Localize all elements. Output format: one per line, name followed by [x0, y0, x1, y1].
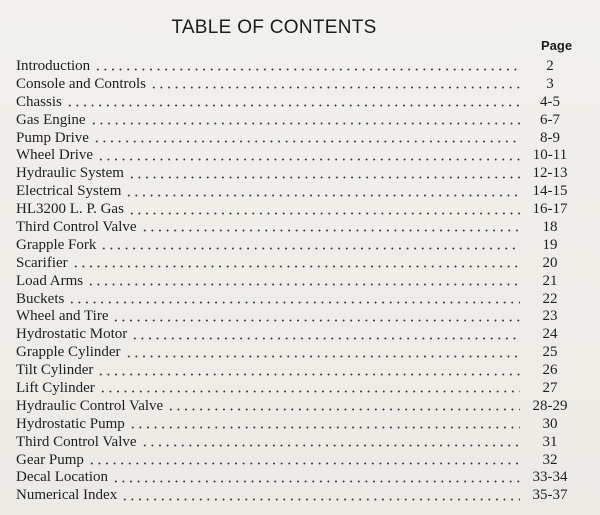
- toc-entry: [16, 201, 576, 219]
- dot-leader: [128, 176, 520, 179]
- toc-entry-label: HL3200 L. P. Gas: [16, 201, 124, 218]
- dot-leader: [99, 390, 520, 393]
- dot-leader: [141, 229, 520, 232]
- toc-entry-page: 4-5: [540, 93, 560, 110]
- toc-entry-label: Hydraulic System: [16, 165, 124, 182]
- dot-leader: [129, 426, 520, 429]
- dot-leader: [121, 498, 520, 501]
- dot-leader: [97, 373, 520, 376]
- toc-entry: [16, 237, 576, 255]
- dot-leader: [150, 86, 520, 89]
- toc-entry-label: Introduction: [16, 58, 91, 74]
- toc-entry: [16, 416, 576, 434]
- toc-entry-page: 35-37: [532, 487, 568, 504]
- toc-entry-label: Hydraulic Control Valve: [16, 397, 164, 414]
- toc-entry: [16, 452, 576, 470]
- toc-entry: [16, 94, 576, 112]
- toc-entry-page: 2: [546, 58, 554, 74]
- toc-entry: [16, 291, 576, 309]
- toc-entry-page: 26: [542, 362, 558, 379]
- toc-entry: [16, 58, 576, 76]
- toc-entry-label: Gas Engine: [16, 111, 86, 128]
- toc-entry: [16, 344, 576, 362]
- dot-leader: [87, 283, 520, 286]
- toc-entry-page: 33-34: [532, 469, 568, 486]
- dot-leader: [66, 104, 520, 107]
- dot-leader: [131, 337, 520, 340]
- toc-entry: [16, 273, 576, 291]
- toc-entry-label: Hydrostatic Pump: [16, 415, 125, 432]
- toc-entry-page: 6-7: [540, 111, 560, 128]
- toc-entry-page: 25: [542, 344, 558, 361]
- toc-entry-label: Third Control Valve: [16, 433, 137, 450]
- toc-entry-label: Wheel Drive: [16, 147, 94, 164]
- dot-leader: [112, 319, 520, 322]
- toc-entry-page: 27: [542, 380, 558, 397]
- toc-entry-label: Wheel and Tire: [16, 308, 109, 325]
- toc-entry-page: 23: [542, 308, 558, 325]
- toc-entry-page: 8-9: [540, 129, 560, 146]
- toc-entry-label: Pump Drive: [16, 129, 89, 146]
- toc-entry-label: Scarifier: [16, 254, 68, 271]
- dot-leader: [128, 212, 520, 215]
- toc-entry-page: 22: [542, 290, 558, 307]
- toc-entry-label: Buckets: [16, 290, 65, 307]
- dot-leader: [125, 194, 520, 197]
- toc-entry-page: 24: [542, 326, 558, 343]
- toc-entry-label: Numerical Index: [16, 487, 118, 504]
- toc-entry-label: Lift Cylinder: [16, 380, 95, 397]
- dot-leader: [97, 158, 520, 161]
- toc-entry-label: Load Arms: [16, 272, 84, 289]
- toc-entry-page: 19: [542, 236, 558, 253]
- toc-entry-page: 28-29: [532, 397, 568, 414]
- dot-leader: [141, 444, 520, 447]
- page-column-header: Page: [541, 38, 573, 53]
- toc-entry: [16, 183, 576, 201]
- toc-entry-page: 31: [542, 433, 558, 450]
- toc-entry-label: Electrical System: [16, 183, 122, 200]
- toc-entry-label: Gear Pump: [16, 451, 84, 468]
- toc-entry: [16, 362, 576, 380]
- toc-entry: [16, 112, 576, 130]
- toc-entry: [16, 130, 576, 148]
- toc-entry: [16, 255, 576, 273]
- toc-entry-page: 14-15: [532, 183, 568, 200]
- toc-list: [16, 58, 576, 505]
- toc-entry-page: 30: [542, 415, 558, 432]
- toc-entry: [16, 398, 576, 416]
- toc-entry-label: Tilt Cylinder: [16, 362, 94, 379]
- toc-entry-page: 16-17: [532, 201, 568, 218]
- toc-entry: [16, 487, 576, 505]
- toc-entry-page: 20: [542, 254, 558, 271]
- toc-entry: [16, 469, 576, 487]
- toc-entry: [16, 147, 576, 165]
- toc-entry: [16, 165, 576, 183]
- dot-leader: [112, 480, 520, 483]
- toc-entry-label: Grapple Cylinder: [16, 344, 121, 361]
- dot-leader: [167, 408, 520, 411]
- toc-entry-label: Console and Controls: [16, 75, 146, 92]
- dot-leader: [88, 462, 520, 465]
- dot-leader: [68, 301, 520, 304]
- toc-entry: [16, 308, 576, 326]
- dot-leader: [94, 68, 520, 71]
- dot-leader: [100, 247, 520, 250]
- dot-leader: [125, 355, 520, 358]
- toc-entry: [16, 380, 576, 398]
- toc-entry-page: 12-13: [532, 165, 568, 182]
- toc-entry-label: Hydrostatic Motor: [16, 326, 128, 343]
- toc-entry-page: 10-11: [532, 147, 568, 164]
- toc-entry: [16, 326, 576, 344]
- toc-entry: [16, 76, 576, 94]
- toc-entry-page: 3: [546, 75, 554, 92]
- dot-leader: [93, 140, 520, 143]
- toc-entry-label: Grapple Fork: [16, 236, 97, 253]
- page-title: TABLE OF CONTENTS: [171, 17, 377, 38]
- toc-entry: [16, 434, 576, 452]
- toc-entry-page: 21: [542, 272, 558, 289]
- toc-entry: [16, 219, 576, 237]
- dot-leader: [72, 265, 520, 268]
- toc-entry-label: Chassis: [16, 93, 62, 110]
- toc-entry-page: 18: [542, 219, 558, 236]
- dot-leader: [90, 122, 520, 125]
- toc-entry-page: 32: [542, 451, 558, 468]
- toc-entry-label: Third Control Valve: [16, 219, 137, 236]
- toc-entry-label: Decal Location: [16, 469, 109, 486]
